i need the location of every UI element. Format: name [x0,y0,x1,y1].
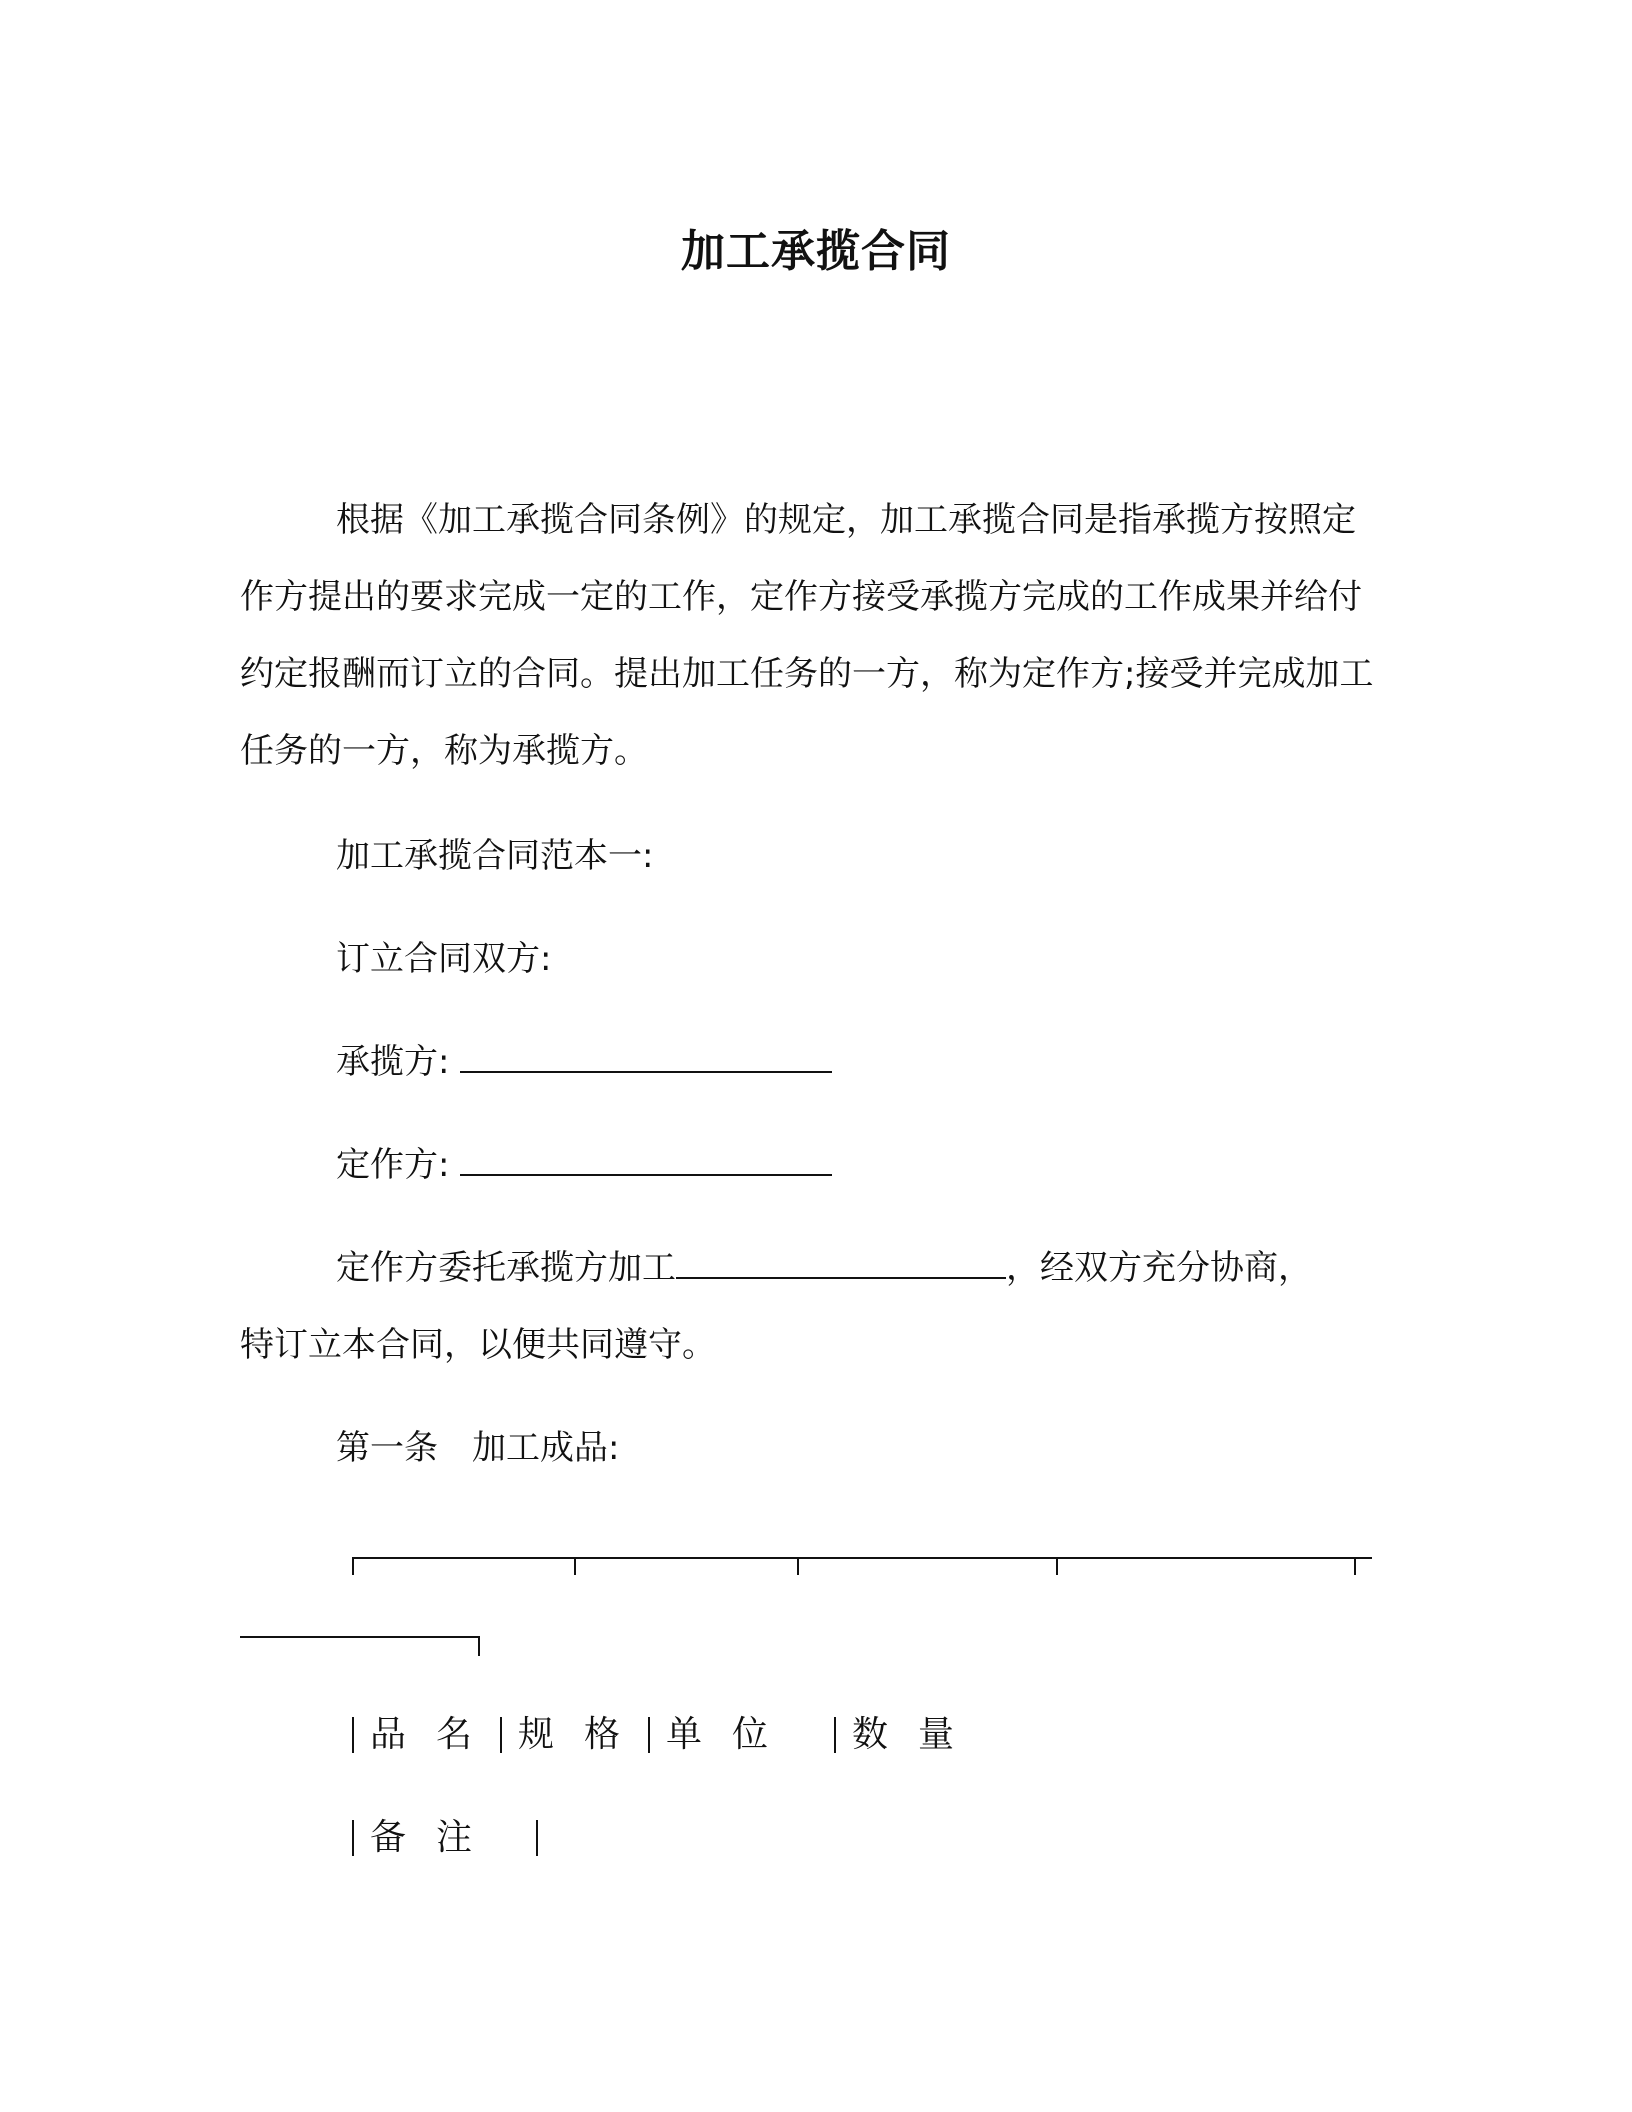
contractor-blank[interactable] [460,1041,832,1073]
table-cell-divider [352,1820,354,1856]
table-cell-divider [834,1717,836,1753]
orderer-line [336,1140,832,1190]
intro-paragraph: 根据《加工承揽合同条例》的规定，加工承揽合同是指承揽方按照定作方提出的要求完成一定的工作，定作方接受承揽方完成的工作成果并给付约定报酬而订立的合同。提出加工任务的一方，称为定作方;接受并完成加工任务的一方，称为承揽方。 [240,500,1374,771]
table-header-quantity: 数量 [852,1714,985,1755]
orderer-blank[interactable] [460,1144,832,1176]
parties-heading: 订立合同双方: [336,939,552,979]
table-cell-divider [500,1717,502,1753]
entrust-line [336,1243,1312,1293]
table-tick [1354,1557,1356,1575]
table-cell-divider [352,1717,354,1753]
document-title: 加工承揽合同 [681,226,951,277]
table-border-wrap [240,1636,480,1638]
orderer-label: 定作方: [336,1145,450,1185]
table-tick [478,1636,480,1656]
table-header-name: 品名 [370,1714,503,1755]
table-header-spec: 规格 [518,1714,651,1755]
table-cell-divider [536,1820,538,1856]
table-top-border [352,1557,1372,1559]
table-tick [1056,1557,1058,1575]
table-cell-divider [648,1717,650,1753]
table-tick [797,1557,799,1575]
sample-heading: 加工承揽合同范本一: [336,836,654,876]
contractor-label: 承揽方: [336,1042,450,1082]
entrust-blank[interactable] [676,1247,1006,1279]
table-tick [574,1557,576,1575]
entrust-prefix: 定作方委托承揽方加工 [336,1248,676,1288]
article-1-heading: 第一条 加工成品: [336,1428,620,1468]
entrust-suffix: ，经双方充分协商， [1006,1248,1312,1288]
table-tick [352,1557,354,1575]
table-header-unit: 单位 [666,1714,799,1755]
entrust-line-2: 特订立本合同，以便共同遵守。 [240,1325,716,1365]
table-header-note: 备注 [370,1817,503,1858]
contractor-line [336,1037,832,1087]
